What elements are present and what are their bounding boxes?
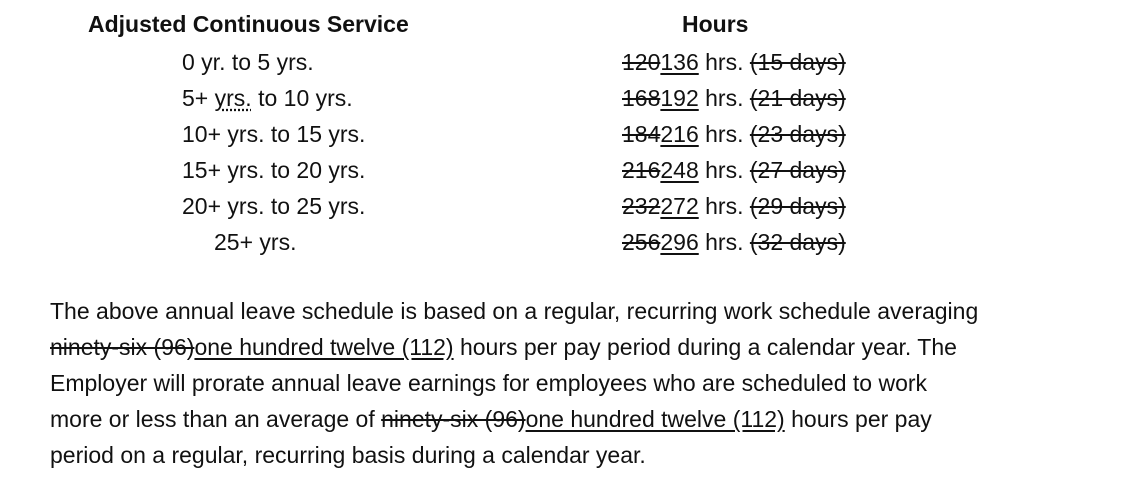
inserted-hours: 192 (660, 85, 699, 111)
schedule-row (0, 116, 1143, 152)
inserted-hours: 272 (660, 193, 699, 219)
deleted-text: ninety-six (96) (381, 406, 526, 432)
leave-schedule-table (0, 44, 1143, 260)
hours-value (622, 44, 846, 80)
schedule-row (0, 188, 1143, 224)
inserted-hours: 248 (660, 157, 699, 183)
deleted-days: (29 days) (749, 193, 846, 219)
service-range: 15+ yrs. to 20 yrs. (182, 157, 366, 183)
deleted-hours: 120 (622, 49, 661, 75)
deleted-hours: 232 (622, 193, 661, 219)
schedule-row (0, 44, 1143, 80)
deleted-days: (23 days) (749, 121, 846, 147)
hours-suffix: hrs. (698, 193, 750, 219)
inserted-hours: 136 (660, 49, 699, 75)
hours-value (622, 224, 846, 260)
service-range: 25+ yrs. (214, 229, 297, 255)
hours-suffix: hrs. (698, 49, 750, 75)
service-range: 0 yr. to 5 yrs. (182, 49, 314, 75)
paragraph-line: period on a regular, recurring basis during a calendar year. (50, 442, 646, 468)
hours-suffix: hrs. (698, 121, 750, 147)
deleted-days: (15 days) (749, 49, 846, 75)
schedule-row (0, 224, 1143, 260)
deleted-text: ninety-six (96) (50, 334, 195, 360)
service-range: 10+ yrs. to 15 yrs. (182, 121, 366, 147)
deleted-hours: 256 (622, 229, 661, 255)
inserted-text: one hundred twelve (112) (525, 406, 785, 432)
schedule-row (0, 80, 1143, 116)
service-range: 20+ yrs. to 25 yrs. (182, 193, 366, 219)
schedule-explanation-paragraph (50, 293, 1135, 473)
hours-value (622, 80, 846, 116)
hours-column-header: Hours (682, 11, 749, 37)
hours-suffix: hrs. (698, 157, 750, 183)
paragraph-line: Employer will prorate annual leave earnings for employees who are scheduled to work (50, 370, 928, 396)
deleted-hours: 216 (622, 157, 661, 183)
service-range: 5+ yrs. to 10 yrs. (182, 85, 353, 111)
paragraph-line: The above annual leave schedule is based on a regular, recurring work schedule averaging (50, 298, 979, 324)
deleted-hours: 168 (622, 85, 661, 111)
inserted-hours: 216 (660, 121, 699, 147)
hours-value (622, 152, 846, 188)
hours-value (622, 116, 846, 152)
paragraph-line: ninety-six (96)one hundred twelve (112) hours per pay period during a calendar year. The (50, 334, 957, 360)
deleted-days: (32 days) (749, 229, 846, 255)
deleted-days: (27 days) (749, 157, 846, 183)
paragraph-line: more or less than an average of ninety-six (96)one hundred twelve (112) hours per pay (50, 406, 932, 432)
hours-value (622, 188, 846, 224)
hours-suffix: hrs. (698, 85, 750, 111)
schedule-row (0, 152, 1143, 188)
service-column-header: Adjusted Continuous Service (88, 11, 409, 37)
inserted-hours: 296 (660, 229, 699, 255)
inserted-text: one hundred twelve (112) (194, 334, 454, 360)
deleted-days: (21 days) (749, 85, 846, 111)
inserted-text: yrs. (214, 85, 252, 111)
hours-suffix: hrs. (698, 229, 750, 255)
deleted-hours: 184 (622, 121, 661, 147)
